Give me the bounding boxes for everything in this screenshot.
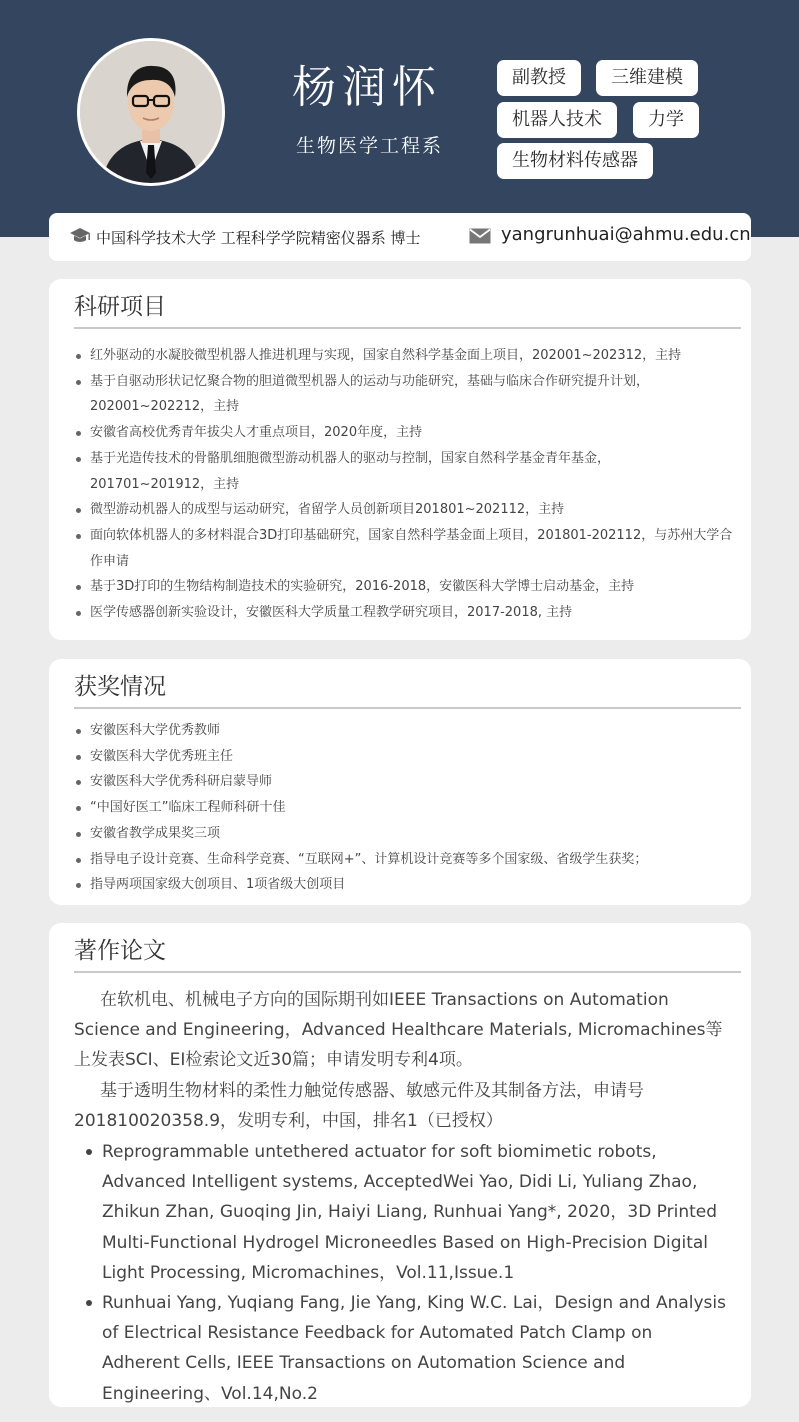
department: 生物医学工程系 [296, 135, 444, 157]
publication-list [74, 1137, 733, 1409]
list-item: 医学传感器创新实验设计，安徽医科大学质量工程教学研究项目，2017-2018, 主持 [74, 600, 733, 626]
list-item: 指导电子设计竞赛、生命科学竞赛、“互联网+”、计算机设计竞赛等多个国家级、省级学生获奖； [74, 847, 733, 873]
section-title: 获奖情况 [74, 674, 166, 700]
list-item: 基于3D打印的生物结构制造技术的实验研究，2016-2018，安徽医科大学博士启动基金，主持 [74, 574, 733, 600]
list-item: 安徽医科大学优秀班主任 [74, 744, 733, 770]
tag-biomaterial-sensor: 生物材料传感器 [497, 143, 653, 179]
list-item: 安徽省教学成果奖三项 [74, 821, 733, 847]
list-item: 面向软体机器人的多材料混合3D打印基础研究，国家自然科学基金面上项目，201801-202112，与苏州大学合作申请 [74, 523, 733, 574]
awards-list [74, 718, 733, 898]
section-divider [74, 707, 741, 709]
list-item: 微型游动机器人的成型与运动研究，省留学人员创新项目201801~202112，主持 [74, 497, 733, 523]
list-item: 基于自驱动形状记忆聚合物的胆道微型机器人的运动与功能研究，基础与临床合作研究提升计划，202001~202212，主持 [74, 369, 733, 420]
list-item: 红外驱动的水凝胶微型机器人推进机理与实现，国家自然科学基金面上项目，202001~202312，主持 [74, 343, 733, 369]
person-name: 杨润怀 [292, 62, 442, 113]
list-item: 安徽省高校优秀青年拔尖人才重点项目，2020年度，主持 [74, 420, 733, 446]
graduation-cap-icon [69, 226, 91, 250]
email-link[interactable]: yangrunhuai@ahmu.edu.cn [501, 224, 751, 245]
tag-title: 副教授 [497, 60, 581, 96]
tag-mechanics: 力学 [633, 102, 699, 138]
tag-3d-modeling: 三维建模 [596, 60, 698, 96]
list-item: “中国好医工”临床工程师科研十佳 [74, 795, 733, 821]
contact-bar [49, 213, 751, 261]
section-title: 著作论文 [74, 938, 166, 964]
list-item: 安徽医科大学优秀教师 [74, 718, 733, 744]
tag-robotics: 机器人技术 [497, 102, 617, 138]
list-item: 基于光造传技术的骨骼肌细胞微型游动机器人的驱动与控制，国家自然科学基金青年基金，201701~201912，主持 [74, 446, 733, 497]
publication-summary: 在软机电、机械电子方向的国际期刊如IEEE Transactions on Automation Science and Engineering，Advanced Healthcare Materials, Micromachines等上发表SCI、EI检索论文近30篇；申请发明专利4项。 [74, 990, 723, 1071]
portrait-image [80, 41, 222, 183]
avatar [77, 38, 225, 186]
awards-section [49, 659, 751, 905]
section-title: 科研项目 [74, 294, 166, 320]
section-divider [74, 327, 741, 329]
list-item: 指导两项国家级大创项目、1项省级大创项目 [74, 872, 733, 898]
research-section [49, 279, 751, 640]
mail-icon [469, 228, 491, 248]
list-item: Runhuai Yang, Yuqiang Fang, Jie Yang, King W.C. Lai，Design and Analysis of Electrical Resistance Feedback for Automated Patch Clamp on Adherent Cells, IEEE Transactions on Automation Science and Engineering、Vol.14,No.2 [74, 1288, 733, 1409]
research-list [74, 343, 733, 626]
patent-paragraph: 基于透明生物材料的柔性力触觉传感器、敏感元件及其制备方法，申请号201810020358.9，发明专利，中国，排名1（已授权） [74, 1081, 644, 1132]
list-item: 安徽医科大学优秀科研启蒙导师 [74, 769, 733, 795]
publications-section [49, 923, 751, 1407]
list-item: Reprogrammable untethered actuator for soft biomimetic robots, Advanced Intelligent systems, AcceptedWei Yao, Didi Li, Yuliang Zhao, Zhikun Zhan, Guoqing Jin, Haiyi Liang, Runhuai Yang*, 2020，3D Printed Multi-Functional Hydrogel Microneedles Based on High-Precision Digital Light Processing, Micromachines，Vol.11,Issue.1 [74, 1137, 733, 1288]
section-divider [74, 971, 741, 973]
education-text: 中国科学技术大学 工程科学学院精密仪器系 博士 [96, 229, 421, 247]
